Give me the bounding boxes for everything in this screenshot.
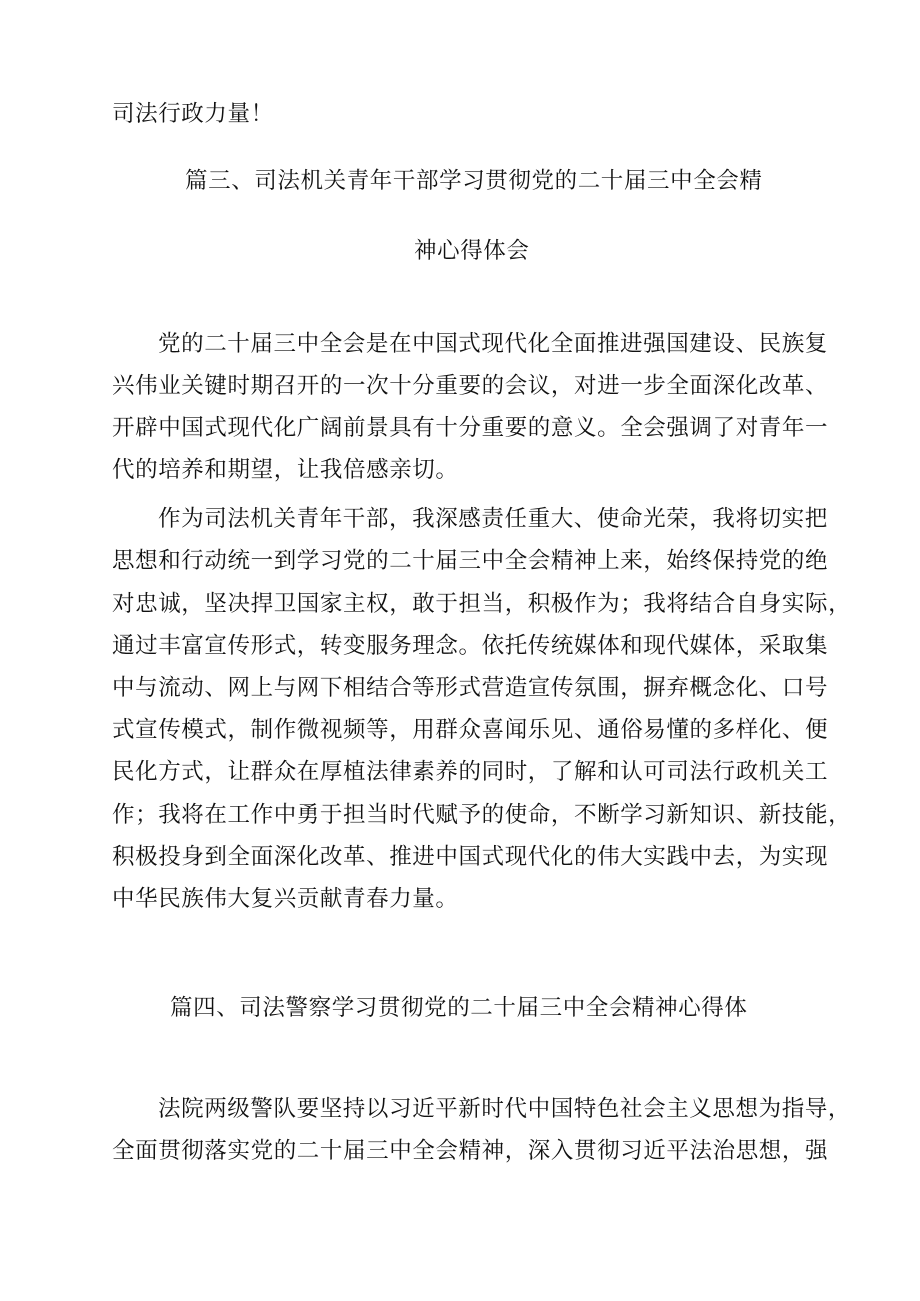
paragraph-line: 对忠诚，坚决捍卫国家主权，敢于担当，积极作为；我将结合自身实际， <box>112 591 852 617</box>
paragraph-line: 作为司法机关青年干部，我深感责任重大、使命光荣，我将切实把 <box>158 506 828 532</box>
paragraph-line: 积极投身到全面深化改革、推进中国式现代化的伟大实践中去，为实现 <box>112 844 829 870</box>
paragraph-line: 作；我将在工作中勇于担当时代赋予的使命，不断学习新知识、新技能， <box>112 802 852 828</box>
paragraph-line: 代的培养和期望，让我倍感亲切。 <box>112 457 459 483</box>
section-four-title: 篇四、司法警察学习贯彻党的二十届三中全会精神心得体 <box>170 995 748 1021</box>
paragraph-line: 通过丰富宣传形式，转变服务理念。依托传统媒体和现代媒体，采取集 <box>112 633 829 659</box>
paragraph-line: 法院两级警队要坚持以习近平新时代中国特色社会主义思想为指导， <box>158 1096 852 1122</box>
section-three-title-line-2: 神心得体会 <box>414 238 530 264</box>
carryover-line: 司法行政力量！ <box>112 101 274 127</box>
section-three-title-line-1: 篇三、司法机关青年干部学习贯彻党的二十届三中全会精 <box>185 168 763 194</box>
paragraph-line: 民化方式，让群众在厚植法律素养的同时，了解和认可司法行政机关工 <box>112 759 829 785</box>
paragraph-line: 中华民族伟大复兴贡献青春力量。 <box>112 886 459 912</box>
paragraph-line: 党的二十届三中全会是在中国式现代化全面推进强国建设、民族复 <box>158 331 828 357</box>
paragraph-line: 式宣传模式，制作微视频等，用群众喜闻乐见、通俗易懂的多样化、便 <box>112 717 829 743</box>
paragraph-line: 思想和行动统一到学习党的二十届三中全会精神上来，始终保持党的绝 <box>112 548 829 574</box>
paragraph-line: 兴伟业关键时期召开的一次十分重要的会议，对进一步全面深化改革、 <box>112 373 829 399</box>
paragraph-line: 开辟中国式现代化广阔前景具有十分重要的意义。全会强调了对青年一 <box>112 415 829 441</box>
paragraph-line: 全面贯彻落实党的二十届三中全会精神，深入贯彻习近平法治思想，强 <box>112 1138 829 1164</box>
paragraph-line: 中与流动、网上与网下相结合等形式营造宣传氛围，摒弃概念化、口号 <box>112 675 829 701</box>
